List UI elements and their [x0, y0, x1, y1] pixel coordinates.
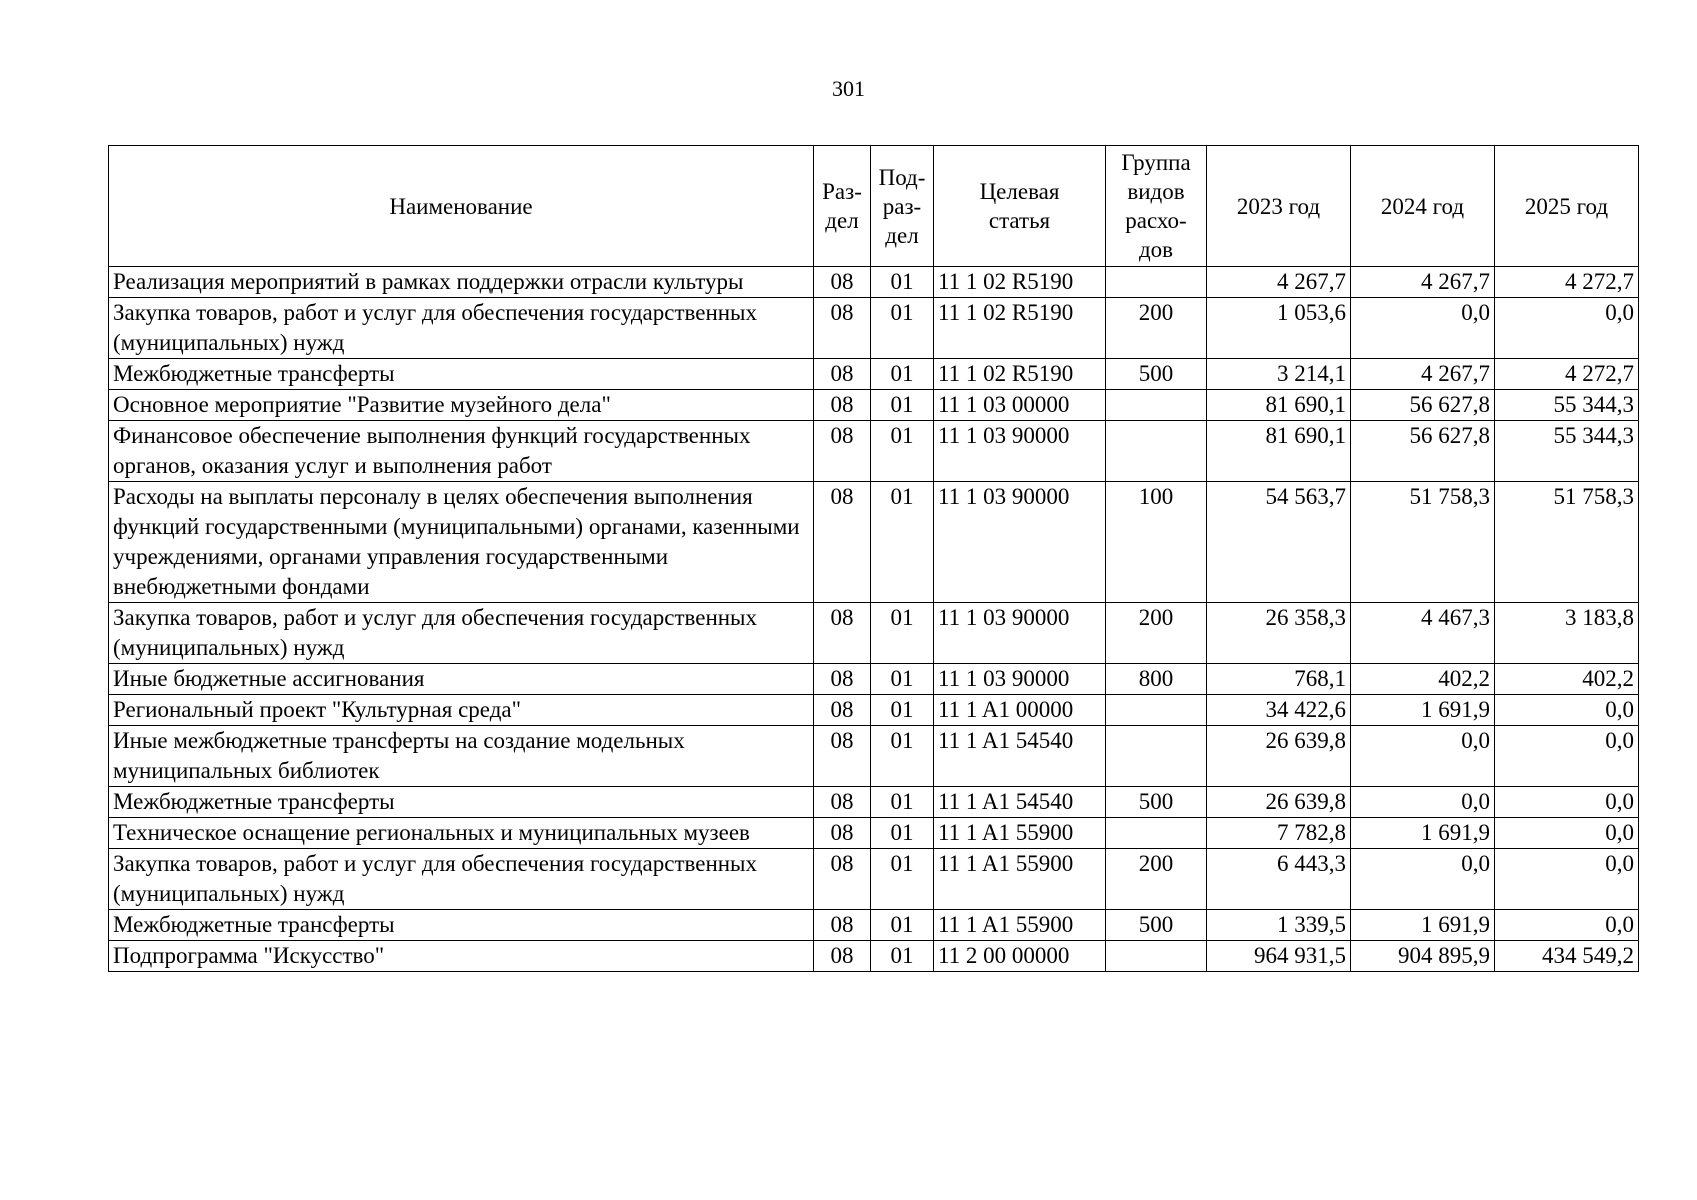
cell-name: Межбюджетные трансферты	[109, 359, 814, 390]
cell-section: 08	[814, 390, 871, 421]
cell-section: 08	[814, 726, 871, 787]
cell-name: Закупка товаров, работ и услуг для обеспечения государственных (муниципальных) нужд	[109, 603, 814, 664]
cell-subsection: 01	[871, 390, 934, 421]
page-number: 301	[832, 76, 865, 101]
cell-section: 08	[814, 482, 871, 603]
cell-group	[1106, 390, 1207, 421]
cell-2025: 55 344,3	[1495, 421, 1639, 482]
cell-2024: 1 691,9	[1351, 818, 1495, 849]
table-row	[109, 482, 1639, 603]
cell-2024: 4 467,3	[1351, 603, 1495, 664]
cell-2025: 51 758,3	[1495, 482, 1639, 603]
budget-table	[108, 145, 1639, 972]
cell-target: 11 2 00 00000	[934, 941, 1106, 972]
cell-target: 11 1 03 90000	[934, 664, 1106, 695]
cell-target: 11 1 A1 55900	[934, 849, 1106, 910]
table-row	[109, 298, 1639, 359]
cell-2024: 0,0	[1351, 787, 1495, 818]
cell-2023: 3 214,1	[1207, 359, 1351, 390]
cell-name: Техническое оснащение региональных и муниципальных музеев	[109, 818, 814, 849]
cell-section: 08	[814, 849, 871, 910]
table-row	[109, 726, 1639, 787]
cell-target: 11 1 03 90000	[934, 482, 1106, 603]
table-row	[109, 664, 1639, 695]
cell-2023: 26 639,8	[1207, 787, 1351, 818]
cell-2025: 4 272,7	[1495, 267, 1639, 298]
table-row	[109, 849, 1639, 910]
cell-group: 800	[1106, 664, 1207, 695]
cell-2023: 4 267,7	[1207, 267, 1351, 298]
cell-target: 11 1 A1 55900	[934, 818, 1106, 849]
cell-target: 11 1 02 R5190	[934, 359, 1106, 390]
cell-section: 08	[814, 359, 871, 390]
cell-section: 08	[814, 298, 871, 359]
table-row	[109, 390, 1639, 421]
cell-section: 08	[814, 695, 871, 726]
table-row	[109, 941, 1639, 972]
cell-2023: 6 443,3	[1207, 849, 1351, 910]
cell-section: 08	[814, 267, 871, 298]
cell-subsection: 01	[871, 695, 934, 726]
cell-2024: 56 627,8	[1351, 421, 1495, 482]
cell-2023: 1 339,5	[1207, 910, 1351, 941]
cell-subsection: 01	[871, 849, 934, 910]
cell-name: Реализация мероприятий в рамках поддержки отрасли культуры	[109, 267, 814, 298]
header-2025: 2025 год	[1495, 146, 1639, 267]
cell-subsection: 01	[871, 941, 934, 972]
cell-2025: 3 183,8	[1495, 603, 1639, 664]
cell-target: 11 1 03 90000	[934, 421, 1106, 482]
cell-2023: 768,1	[1207, 664, 1351, 695]
cell-2025: 4 272,7	[1495, 359, 1639, 390]
cell-subsection: 01	[871, 910, 934, 941]
cell-section: 08	[814, 421, 871, 482]
cell-2023: 7 782,8	[1207, 818, 1351, 849]
table-row	[109, 818, 1639, 849]
cell-subsection: 01	[871, 482, 934, 603]
table-row	[109, 421, 1639, 482]
cell-group	[1106, 421, 1207, 482]
cell-name: Межбюджетные трансферты	[109, 787, 814, 818]
cell-2025: 0,0	[1495, 818, 1639, 849]
cell-target: 11 1 A1 00000	[934, 695, 1106, 726]
cell-2023: 26 358,3	[1207, 603, 1351, 664]
cell-2025: 0,0	[1495, 849, 1639, 910]
cell-target: 11 1 A1 54540	[934, 787, 1106, 818]
cell-name: Расходы на выплаты персоналу в целях обеспечения выполнения функций государственными (муниципальными) органами, казенными учреждениями, органами управления государственными внебюджетными фондами	[109, 482, 814, 603]
cell-group: 500	[1106, 787, 1207, 818]
cell-group: 200	[1106, 298, 1207, 359]
cell-2025: 0,0	[1495, 787, 1639, 818]
cell-name: Региональный проект "Культурная среда"	[109, 695, 814, 726]
header-2024: 2024 год	[1351, 146, 1495, 267]
cell-name: Финансовое обеспечение выполнения функций государственных органов, оказания услуг и выполнения работ	[109, 421, 814, 482]
cell-subsection: 01	[871, 603, 934, 664]
cell-2024: 4 267,7	[1351, 359, 1495, 390]
cell-group	[1106, 726, 1207, 787]
header-target: Целевая статья	[934, 146, 1106, 267]
cell-section: 08	[814, 787, 871, 818]
cell-name: Межбюджетные трансферты	[109, 910, 814, 941]
cell-group: 100	[1106, 482, 1207, 603]
cell-subsection: 01	[871, 726, 934, 787]
cell-2024: 904 895,9	[1351, 941, 1495, 972]
cell-2023: 34 422,6	[1207, 695, 1351, 726]
cell-target: 11 1 A1 54540	[934, 726, 1106, 787]
cell-target: 11 1 A1 55900	[934, 910, 1106, 941]
cell-target: 11 1 03 00000	[934, 390, 1106, 421]
cell-2025: 0,0	[1495, 910, 1639, 941]
cell-2024: 1 691,9	[1351, 910, 1495, 941]
table-row	[109, 695, 1639, 726]
cell-target: 11 1 03 90000	[934, 603, 1106, 664]
cell-2025: 0,0	[1495, 695, 1639, 726]
cell-target: 11 1 02 R5190	[934, 298, 1106, 359]
cell-group: 500	[1106, 910, 1207, 941]
cell-2023: 81 690,1	[1207, 390, 1351, 421]
cell-group	[1106, 267, 1207, 298]
cell-2025: 0,0	[1495, 298, 1639, 359]
cell-section: 08	[814, 941, 871, 972]
cell-2024: 0,0	[1351, 849, 1495, 910]
cell-subsection: 01	[871, 787, 934, 818]
cell-2023: 81 690,1	[1207, 421, 1351, 482]
cell-name: Подпрограмма "Искусство"	[109, 941, 814, 972]
cell-2024: 51 758,3	[1351, 482, 1495, 603]
cell-group	[1106, 941, 1207, 972]
header-2023: 2023 год	[1207, 146, 1351, 267]
cell-2024: 0,0	[1351, 298, 1495, 359]
table-row	[109, 787, 1639, 818]
cell-subsection: 01	[871, 359, 934, 390]
table-row	[109, 603, 1639, 664]
cell-section: 08	[814, 664, 871, 695]
cell-2025: 434 549,2	[1495, 941, 1639, 972]
cell-2023: 964 931,5	[1207, 941, 1351, 972]
cell-group: 200	[1106, 603, 1207, 664]
cell-2024: 0,0	[1351, 726, 1495, 787]
cell-2024: 4 267,7	[1351, 267, 1495, 298]
cell-subsection: 01	[871, 421, 934, 482]
cell-section: 08	[814, 910, 871, 941]
cell-name: Иные межбюджетные трансферты на создание модельных муниципальных библиотек	[109, 726, 814, 787]
cell-2024: 1 691,9	[1351, 695, 1495, 726]
cell-name: Закупка товаров, работ и услуг для обеспечения государственных (муниципальных) нужд	[109, 849, 814, 910]
cell-name: Закупка товаров, работ и услуг для обеспечения государственных (муниципальных) нужд	[109, 298, 814, 359]
cell-2023: 54 563,7	[1207, 482, 1351, 603]
cell-2024: 56 627,8	[1351, 390, 1495, 421]
cell-name: Основное мероприятие "Развитие музейного дела"	[109, 390, 814, 421]
cell-subsection: 01	[871, 664, 934, 695]
cell-subsection: 01	[871, 267, 934, 298]
header-group: Группа видов расхо- дов	[1106, 146, 1207, 267]
header-section: Раз- дел	[814, 146, 871, 267]
table-row	[109, 910, 1639, 941]
cell-2023: 26 639,8	[1207, 726, 1351, 787]
cell-2025: 55 344,3	[1495, 390, 1639, 421]
cell-group	[1106, 818, 1207, 849]
cell-name: Иные бюджетные ассигнования	[109, 664, 814, 695]
table-header-row	[109, 146, 1639, 267]
cell-group: 200	[1106, 849, 1207, 910]
cell-2025: 0,0	[1495, 726, 1639, 787]
cell-subsection: 01	[871, 298, 934, 359]
cell-2024: 402,2	[1351, 664, 1495, 695]
header-subsection: Под- раз- дел	[871, 146, 934, 267]
header-name: Наименование	[109, 146, 814, 267]
cell-section: 08	[814, 818, 871, 849]
cell-2025: 402,2	[1495, 664, 1639, 695]
table-row	[109, 359, 1639, 390]
cell-2023: 1 053,6	[1207, 298, 1351, 359]
cell-group: 500	[1106, 359, 1207, 390]
table-row	[109, 267, 1639, 298]
table-body	[109, 267, 1639, 972]
cell-subsection: 01	[871, 818, 934, 849]
cell-group	[1106, 695, 1207, 726]
cell-target: 11 1 02 R5190	[934, 267, 1106, 298]
cell-section: 08	[814, 603, 871, 664]
